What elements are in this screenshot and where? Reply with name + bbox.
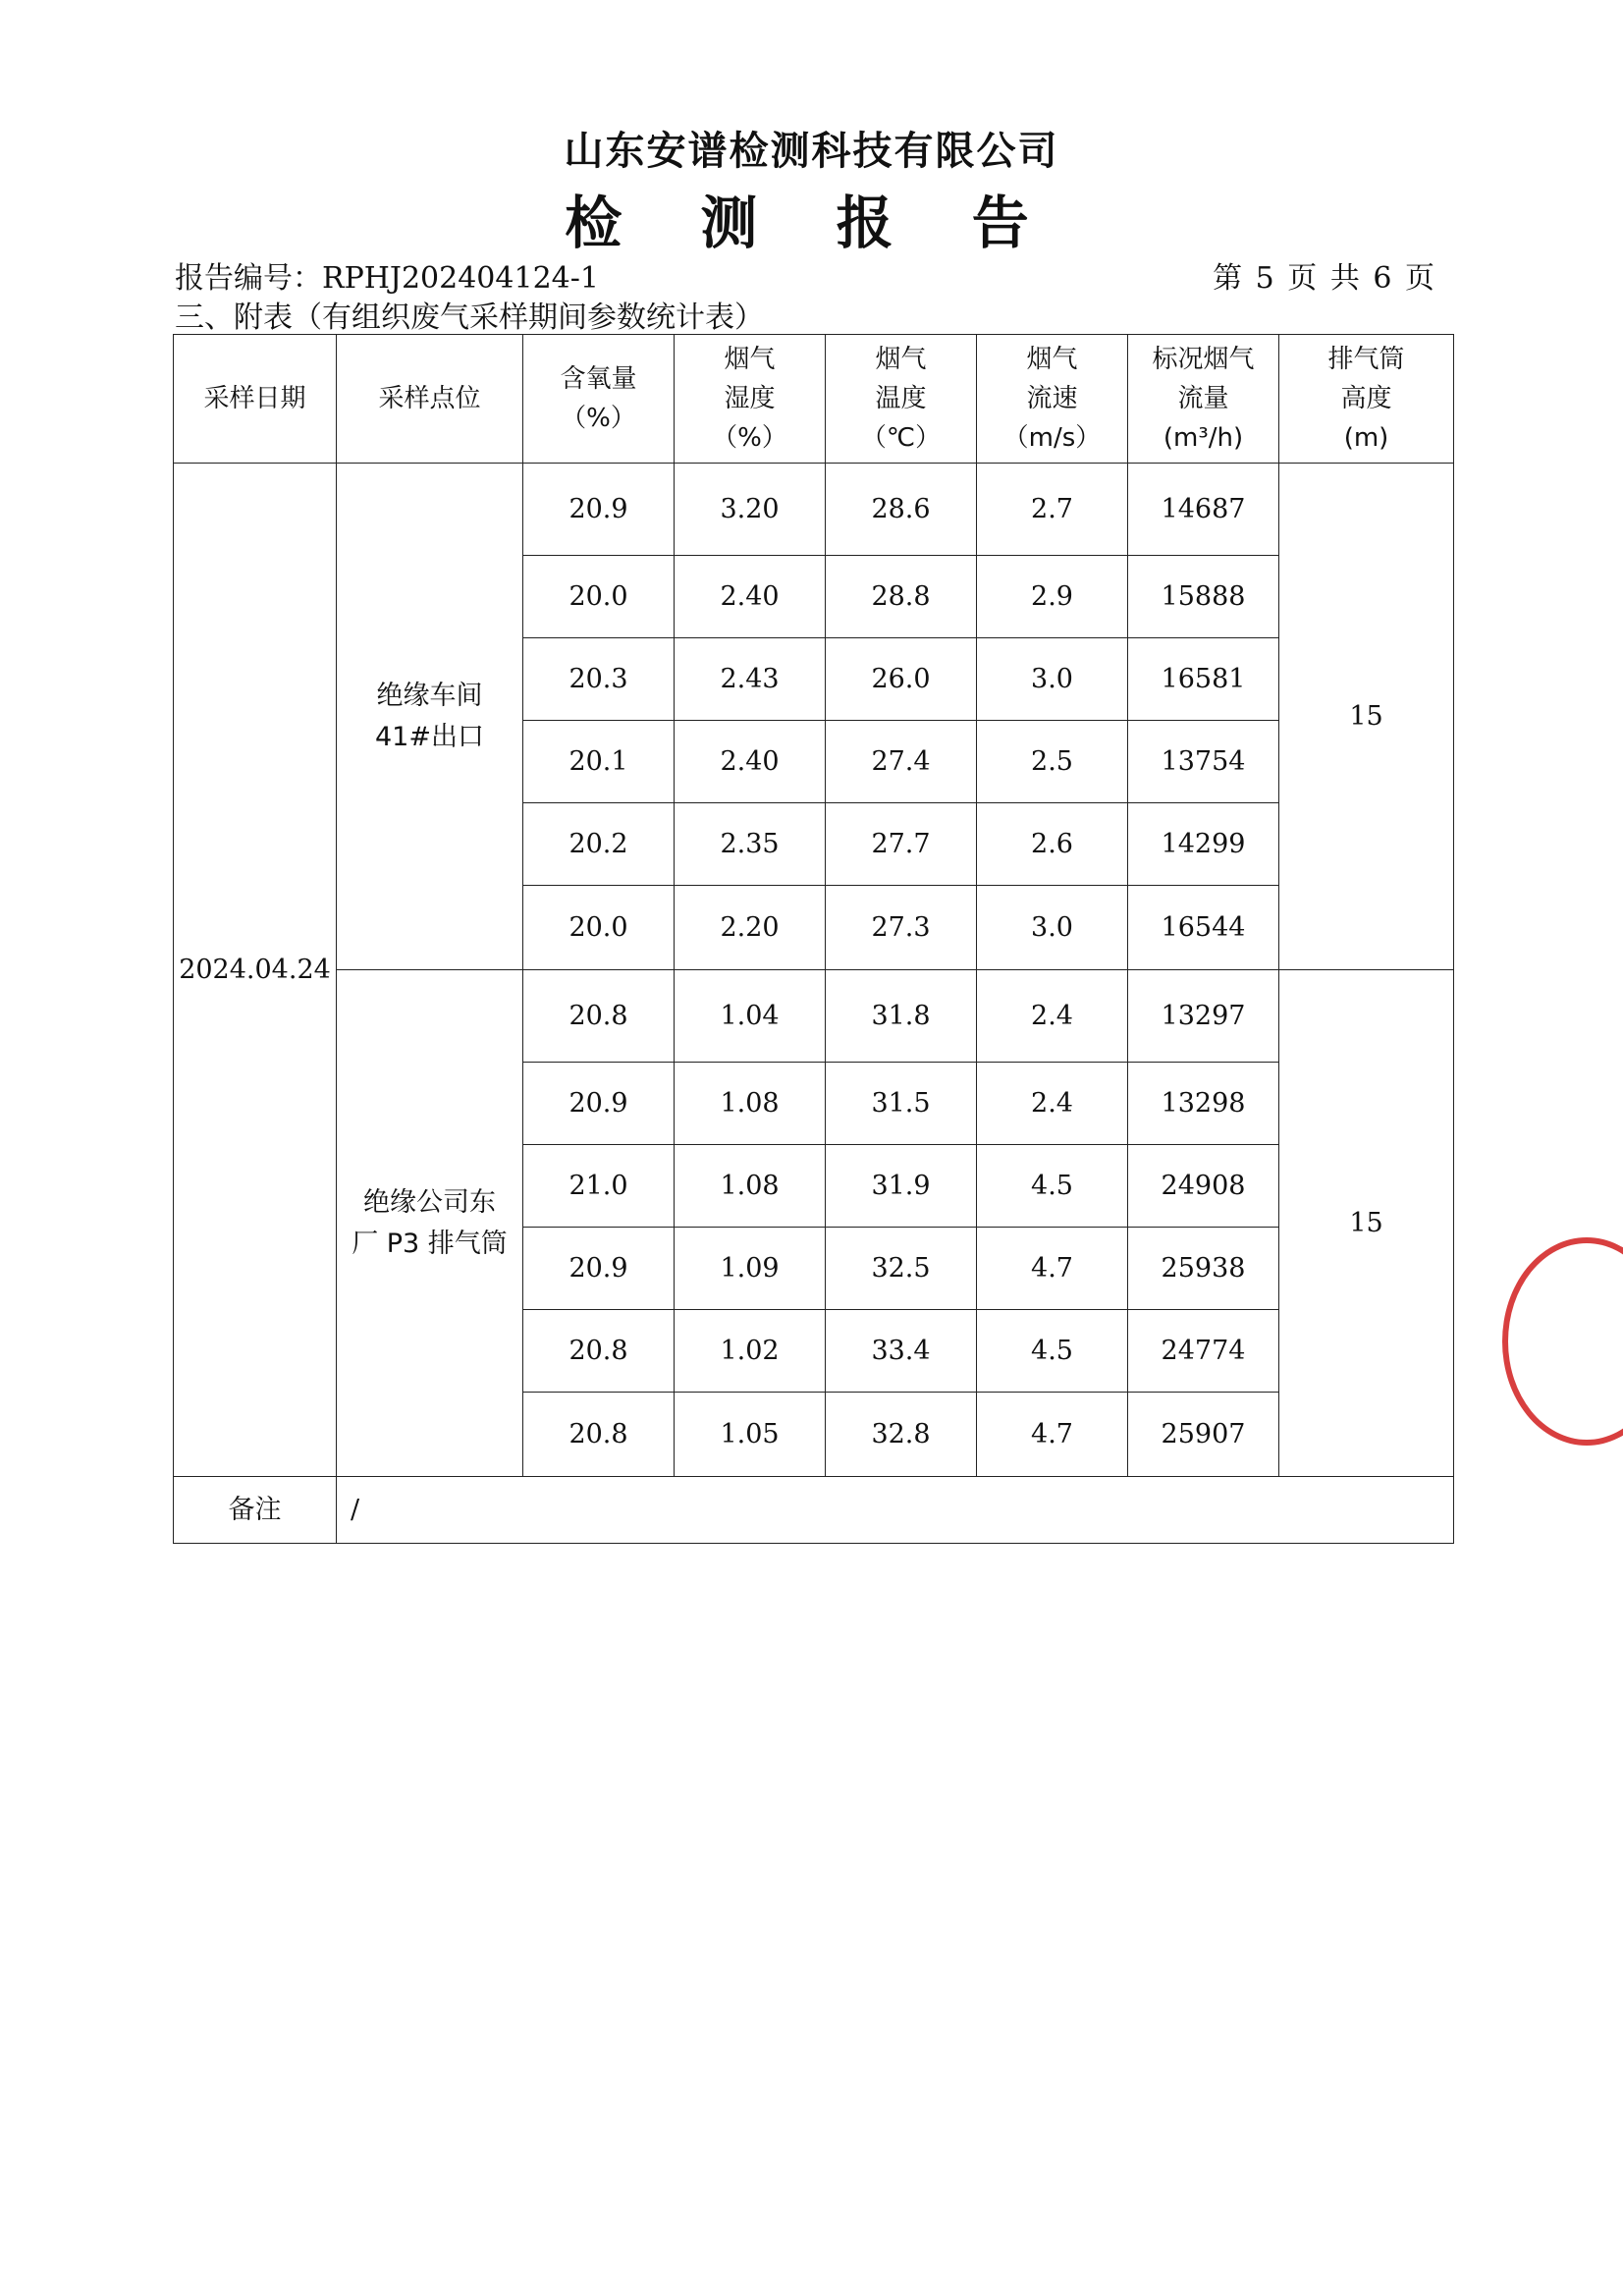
value-cell: 20.8 bbox=[523, 970, 675, 1063]
column-header-line: （%） bbox=[561, 404, 636, 433]
value-cell: 13297 bbox=[1128, 970, 1279, 1063]
column-header bbox=[337, 335, 523, 464]
report-number: 报告编号：RPHJ202404124-1 bbox=[175, 261, 599, 296]
column-header-line: 温度 bbox=[875, 383, 927, 413]
value-cell: 27.4 bbox=[826, 721, 977, 803]
column-header-line: 烟气 bbox=[724, 344, 776, 374]
value-cell: 26.0 bbox=[826, 638, 977, 721]
table-body bbox=[174, 464, 1454, 1544]
column-header bbox=[174, 335, 337, 464]
column-header-line: 采样点位 bbox=[378, 383, 481, 413]
value-cell: 14687 bbox=[1128, 464, 1279, 556]
column-header-line: (m) bbox=[1343, 423, 1389, 454]
value-cell: 1.09 bbox=[675, 1228, 826, 1310]
sampling-point-line: 绝缘公司东 bbox=[363, 1186, 496, 1218]
column-header bbox=[977, 335, 1128, 464]
section-title: 三、附表（有组织废气采样期间参数统计表） bbox=[175, 301, 764, 335]
value-cell: 2.35 bbox=[675, 803, 826, 886]
column-header bbox=[523, 335, 675, 464]
value-cell: 20.9 bbox=[523, 1063, 675, 1145]
value-cell: 20.0 bbox=[523, 556, 675, 638]
value-cell: 20.9 bbox=[523, 464, 675, 556]
table-row bbox=[174, 464, 1454, 556]
column-header-line: （m/s） bbox=[1002, 423, 1102, 454]
value-cell: 2.6 bbox=[977, 803, 1128, 886]
value-cell: 4.7 bbox=[977, 1228, 1128, 1310]
red-seal-stamp bbox=[1502, 1237, 1623, 1446]
column-header-line: 烟气 bbox=[1026, 344, 1078, 374]
sampling-point-cell bbox=[337, 464, 523, 970]
value-cell: 13754 bbox=[1128, 721, 1279, 803]
value-cell: 20.8 bbox=[523, 1393, 675, 1477]
value-cell: 2.4 bbox=[977, 970, 1128, 1063]
value-cell: 20.0 bbox=[523, 886, 675, 970]
value-cell: 2.40 bbox=[675, 556, 826, 638]
value-cell: 21.0 bbox=[523, 1145, 675, 1228]
sampling-date-cell: 2024.04.24 bbox=[174, 464, 337, 1477]
value-cell: 20.8 bbox=[523, 1310, 675, 1393]
column-header-line: 高度 bbox=[1340, 383, 1392, 413]
value-cell: 1.05 bbox=[675, 1393, 826, 1477]
sampling-point-line: 绝缘车间 bbox=[376, 680, 483, 711]
value-cell: 4.5 bbox=[977, 1145, 1128, 1228]
column-header-line: （℃） bbox=[860, 423, 942, 454]
column-header-line: 湿度 bbox=[724, 383, 776, 413]
value-cell: 3.0 bbox=[977, 886, 1128, 970]
column-header-line: 采样日期 bbox=[203, 383, 306, 413]
value-cell: 27.3 bbox=[826, 886, 977, 970]
column-header-line: 流速 bbox=[1026, 383, 1078, 413]
value-cell: 32.8 bbox=[826, 1393, 977, 1477]
column-header bbox=[675, 335, 826, 464]
value-cell: 25938 bbox=[1128, 1228, 1279, 1310]
table-header-row bbox=[174, 335, 1454, 464]
column-header-line: 流量 bbox=[1177, 383, 1229, 413]
column-header-line: （%） bbox=[712, 423, 787, 454]
column-header bbox=[1279, 335, 1454, 464]
value-cell: 24774 bbox=[1128, 1310, 1279, 1393]
company-name: 山东安谱检测科技有限公司 bbox=[564, 129, 1059, 174]
value-cell: 15888 bbox=[1128, 556, 1279, 638]
value-cell: 28.6 bbox=[826, 464, 977, 556]
column-header bbox=[826, 335, 977, 464]
value-cell: 1.04 bbox=[675, 970, 826, 1063]
column-header bbox=[1128, 335, 1279, 464]
value-cell: 1.08 bbox=[675, 1063, 826, 1145]
column-header-line: (m³/h) bbox=[1163, 423, 1244, 454]
value-cell: 27.7 bbox=[826, 803, 977, 886]
remarks-value: / bbox=[337, 1477, 1454, 1544]
value-cell: 31.5 bbox=[826, 1063, 977, 1145]
value-cell: 20.9 bbox=[523, 1228, 675, 1310]
value-cell: 4.7 bbox=[977, 1393, 1128, 1477]
column-header-line: 标况烟气 bbox=[1152, 344, 1255, 374]
value-cell: 2.20 bbox=[675, 886, 826, 970]
value-cell: 20.2 bbox=[523, 803, 675, 886]
remarks-row bbox=[174, 1477, 1454, 1544]
value-cell: 31.8 bbox=[826, 970, 977, 1063]
value-cell: 14299 bbox=[1128, 803, 1279, 886]
value-cell: 13298 bbox=[1128, 1063, 1279, 1145]
table-row bbox=[174, 970, 1454, 1063]
value-cell: 28.8 bbox=[826, 556, 977, 638]
sampling-point-cell bbox=[337, 970, 523, 1477]
value-cell: 16544 bbox=[1128, 886, 1279, 970]
value-cell: 31.9 bbox=[826, 1145, 977, 1228]
page-info: 第 5 页 共 6 页 bbox=[1213, 261, 1436, 296]
sampling-point-line: 厂 P3 排气筒 bbox=[352, 1228, 508, 1259]
value-cell: 3.20 bbox=[675, 464, 826, 556]
value-cell: 1.02 bbox=[675, 1310, 826, 1393]
value-cell: 24908 bbox=[1128, 1145, 1279, 1228]
parameter-table bbox=[173, 334, 1454, 1544]
value-cell: 2.4 bbox=[977, 1063, 1128, 1145]
column-header-line: 排气筒 bbox=[1327, 344, 1405, 374]
column-header-line: 烟气 bbox=[875, 344, 927, 374]
remarks-label: 备注 bbox=[174, 1477, 337, 1544]
value-cell: 32.5 bbox=[826, 1228, 977, 1310]
stack-height-cell: 15 bbox=[1279, 970, 1454, 1477]
value-cell: 2.43 bbox=[675, 638, 826, 721]
value-cell: 25907 bbox=[1128, 1393, 1279, 1477]
sampling-point-line: 41#出口 bbox=[375, 721, 484, 752]
value-cell: 20.3 bbox=[523, 638, 675, 721]
value-cell: 2.9 bbox=[977, 556, 1128, 638]
value-cell: 33.4 bbox=[826, 1310, 977, 1393]
document-title: 检 测 报 告 bbox=[565, 190, 1058, 256]
value-cell: 4.5 bbox=[977, 1310, 1128, 1393]
column-header-line: 含氧量 bbox=[560, 363, 637, 394]
value-cell: 2.5 bbox=[977, 721, 1128, 803]
value-cell: 16581 bbox=[1128, 638, 1279, 721]
value-cell: 2.40 bbox=[675, 721, 826, 803]
value-cell: 1.08 bbox=[675, 1145, 826, 1228]
value-cell: 20.1 bbox=[523, 721, 675, 803]
stack-height-cell: 15 bbox=[1279, 464, 1454, 970]
value-cell: 3.0 bbox=[977, 638, 1128, 721]
value-cell: 2.7 bbox=[977, 464, 1128, 556]
